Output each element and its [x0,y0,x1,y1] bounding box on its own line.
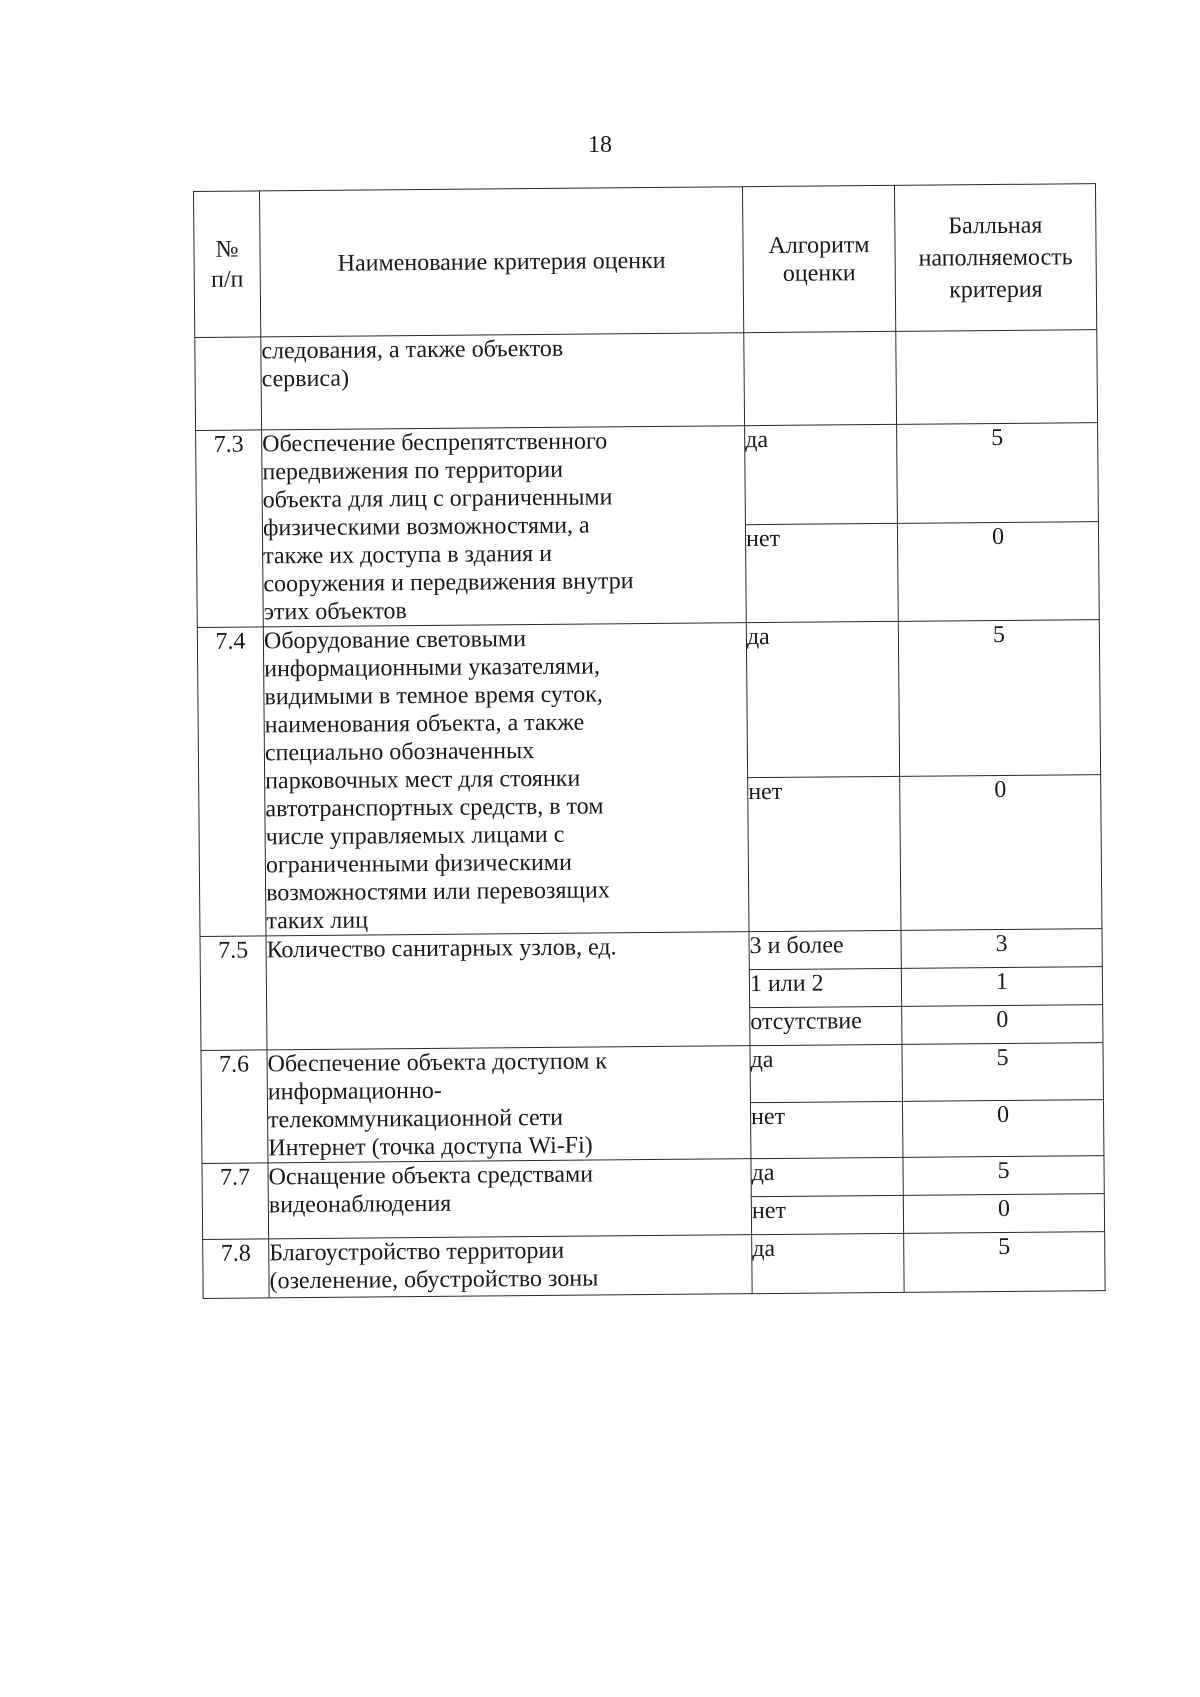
criterion-name [269,1235,752,1298]
criterion-number: 7.4 [197,627,266,937]
algorithm-option: нет [748,776,901,932]
algorithm-option: нет [751,1195,903,1234]
continuation-name-cell: следования, а также объектов сервиса) [261,333,745,430]
criterion-number: 7.8 [203,1239,270,1299]
score-value: 0 [902,1005,1103,1045]
score-value: 0 [897,521,1099,621]
score-value: 5 [903,1156,1104,1196]
algorithm-option: да [745,424,898,524]
criterion-number: 7.7 [202,1163,269,1240]
continuation-number-cell [195,337,262,431]
header-score: Балльная наполняемость критерия [894,184,1096,332]
criterion-number: 7.3 [196,430,264,628]
score-value: 0 [902,1099,1103,1157]
table-row-continuation [195,330,1098,431]
header-number: № п/п [194,191,261,338]
score-value: 5 [898,620,1100,776]
page-number: 18 [588,132,612,158]
criterion-number: 7.6 [201,1050,268,1164]
algorithm-option: нет [745,523,898,623]
criterion-name [263,623,749,936]
table-row [201,1043,1103,1107]
criterion-name-text: Оснащение объекта средствами видеонаблюдения [268,1161,594,1219]
algorithm-option: отсутствие [750,1006,902,1045]
score-value: 5 [904,1232,1106,1293]
continuation-algorithm-cell [744,331,897,425]
score-value: 1 [901,967,1102,1007]
algorithm-option: да [750,1044,902,1102]
score-value: 3 [901,929,1102,969]
algorithm-option: 3 и более [749,930,901,969]
score-value: 5 [897,423,1099,523]
criterion-name-text: Количество санитарных узлов, ед. [266,934,617,964]
criteria-table [193,183,1106,1299]
criterion-name-text: Благоустройство территории (озеленение, обустройство зоны [269,1237,599,1295]
table-row [196,423,1099,529]
algorithm-option: да [751,1157,903,1196]
algorithm-option: да [746,621,899,777]
algorithm-option: да [752,1233,905,1293]
criterion-number: 7.5 [200,936,267,1051]
algorithm-option: 1 или 2 [749,968,901,1007]
table-row [203,1232,1105,1299]
score-value: 0 [903,1194,1104,1234]
algorithm-option: нет [750,1101,902,1159]
score-value: 0 [900,774,1102,930]
score-value: 5 [902,1043,1103,1101]
header-criterion-name: Наименование критерия оценки [260,187,744,337]
table-row [197,620,1100,782]
continuation-score-cell [896,330,1098,425]
criterion-name-text: Обеспечение объекта доступом к информационно- телекоммуникационной сети Интернет (точка доступа Wi-Fi) [267,1048,608,1162]
table-header-row [194,184,1097,338]
criterion-name-text: Оборудование световыми информационными указателями, видимыми в темное время суток, наименования объекта, а также специально обозначенных парковочных мест для стоянки автотранспортных средств, в том числе управляемых лицами с ограниченными физическими возможностями или перевозящих таких лиц [263,626,610,935]
criterion-name [268,1159,752,1239]
criterion-name-text: Обеспечение беспрепятственного передвижения по территории объекта для лиц с ограниченными физическими возможностями, а также их доступа в здания и сооружения и передвижения внутри этих объектов [262,428,634,626]
criterion-name [262,426,747,627]
criterion-name [266,932,750,1050]
criterion-name [267,1046,751,1163]
header-algorithm: Алгоритм оценки [742,185,895,332]
